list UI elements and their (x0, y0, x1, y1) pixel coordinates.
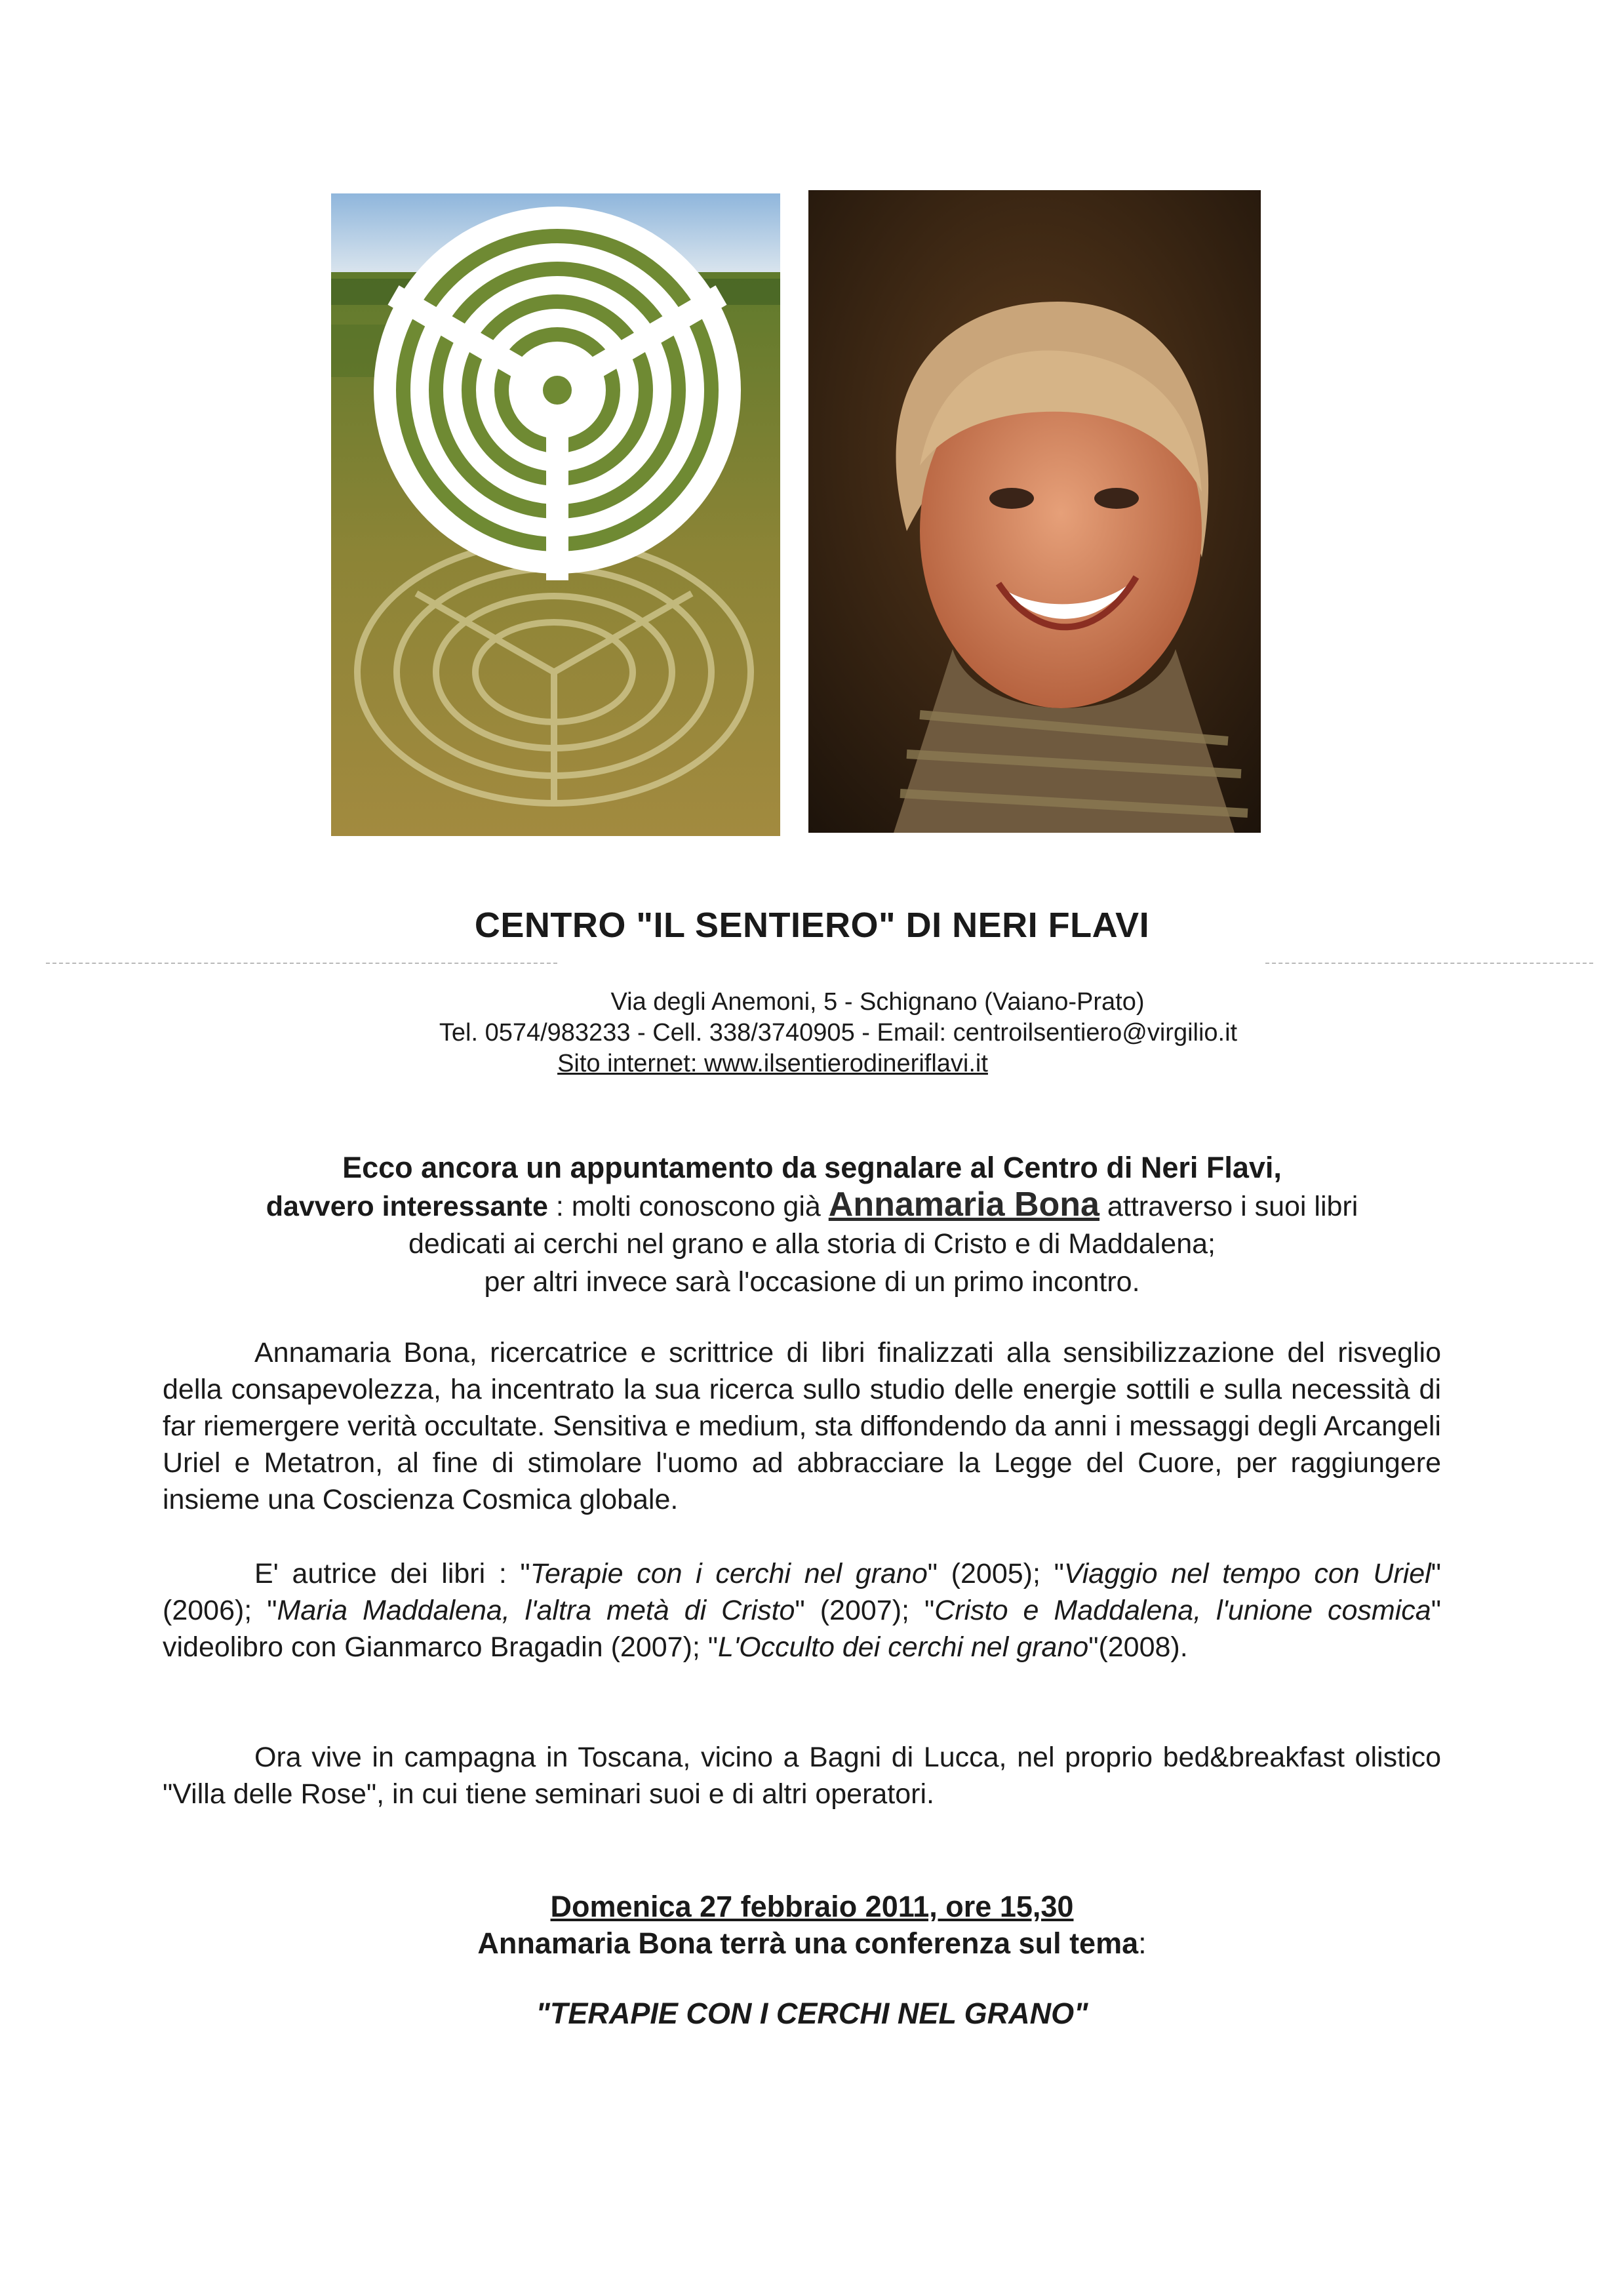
divider-right (1265, 963, 1593, 964)
event-announcement-text: Annamaria Bona terrà una conferenza sul tema (477, 1926, 1139, 1960)
centre-title: CENTRO "IL SENTIERO" DI NERI FLAVI (474, 906, 1150, 945)
divider-left (46, 963, 557, 964)
book-title: L'Occulto dei cerchi nel grano (718, 1631, 1089, 1663)
portrait-photo (808, 190, 1261, 833)
intro-line-1: Ecco ancora un appuntamento da segnalare al Centro di Neri Flavi, (342, 1151, 1282, 1184)
books-text: " (2006); " (163, 1558, 1441, 1626)
books-text: " (2007); " (795, 1595, 935, 1626)
website-link[interactable]: Sito internet: www.ilsentierodineriflavi.it (557, 1050, 988, 1077)
intro-text-b: attraverso i suoi libri (1099, 1191, 1358, 1222)
author-name: Annamaria Bona (828, 1186, 1099, 1224)
books-text: E' autrice dei libri : " (254, 1558, 530, 1589)
woman-portrait-icon (808, 190, 1261, 833)
contact-address: Via degli Anemoni, 5 - Schignano (Vaiano-Prato) (610, 988, 1145, 1016)
crop-circle-photo (331, 193, 780, 836)
event-date: Domenica 27 febbraio 2011, ore 15,30 (550, 1890, 1074, 1923)
crop-circle-labyrinth-icon (331, 193, 780, 836)
books-text: " (2005); " (927, 1558, 1064, 1589)
intro-line-3: dedicati ai cerchi nel grano e alla storia di Cristo e di Maddalena; (408, 1228, 1216, 1260)
contact-phone-email: Tel. 0574/983233 - Cell. 338/3740905 - Email: centroilsentiero@virgilio.it (439, 1019, 1238, 1047)
residence-paragraph: Ora vive in campagna in Toscana, vicino a Bagni di Lucca, nel proprio bed&breakfast olistico "Villa delle Rose", in cui tiene seminari suoi e di altri operatori. (163, 1742, 1441, 1810)
event-announcement (0, 1925, 1624, 1962)
book-title: Maria Maddalena, l'altra metà di Cristo (277, 1595, 795, 1626)
books-text: " videolibro con Gianmarco Bragadin (2007); " (163, 1595, 1441, 1663)
book-title: Viaggio nel tempo con Uriel (1063, 1558, 1431, 1589)
intro-line-2 (0, 1186, 1624, 1226)
book-title: Cristo e Maddalena, l'unione cosmica (934, 1595, 1431, 1626)
event-topic: "TERAPIE CON I CERCHI NEL GRANO" (536, 1997, 1088, 2030)
books-paragraph (163, 1555, 1441, 1666)
contact-website[interactable] (0, 1048, 1585, 1079)
bio-paragraph: Annamaria Bona, ricercatrice e scrittrice di libri finalizzati alla sensibilizzazione del risveglio della consapevolezza, ha incentrato la sua ricerca sullo studio delle energie sottili e sulla necessità di far riemergere verità occultate. Sensitiva e medium, sta diffondendo da anni i messaggi degli Arcangeli Uriel e Metatron, al fine di stimolare l'uomo ad abbracciare la Legge del Cuore, per raggiungere insieme una Coscienza Cosmica globale. (163, 1337, 1441, 1515)
intro-bold: davvero interessante (266, 1191, 548, 1222)
intro-line-4: per altri invece sarà l'occasione di un primo incontro. (484, 1266, 1140, 1298)
event-colon: : (1138, 1926, 1147, 1960)
book-title: Terapie con i cerchi nel grano (530, 1558, 928, 1589)
books-text: "(2008). (1088, 1631, 1188, 1663)
intro-text-a: : molti conoscono già (547, 1191, 829, 1222)
